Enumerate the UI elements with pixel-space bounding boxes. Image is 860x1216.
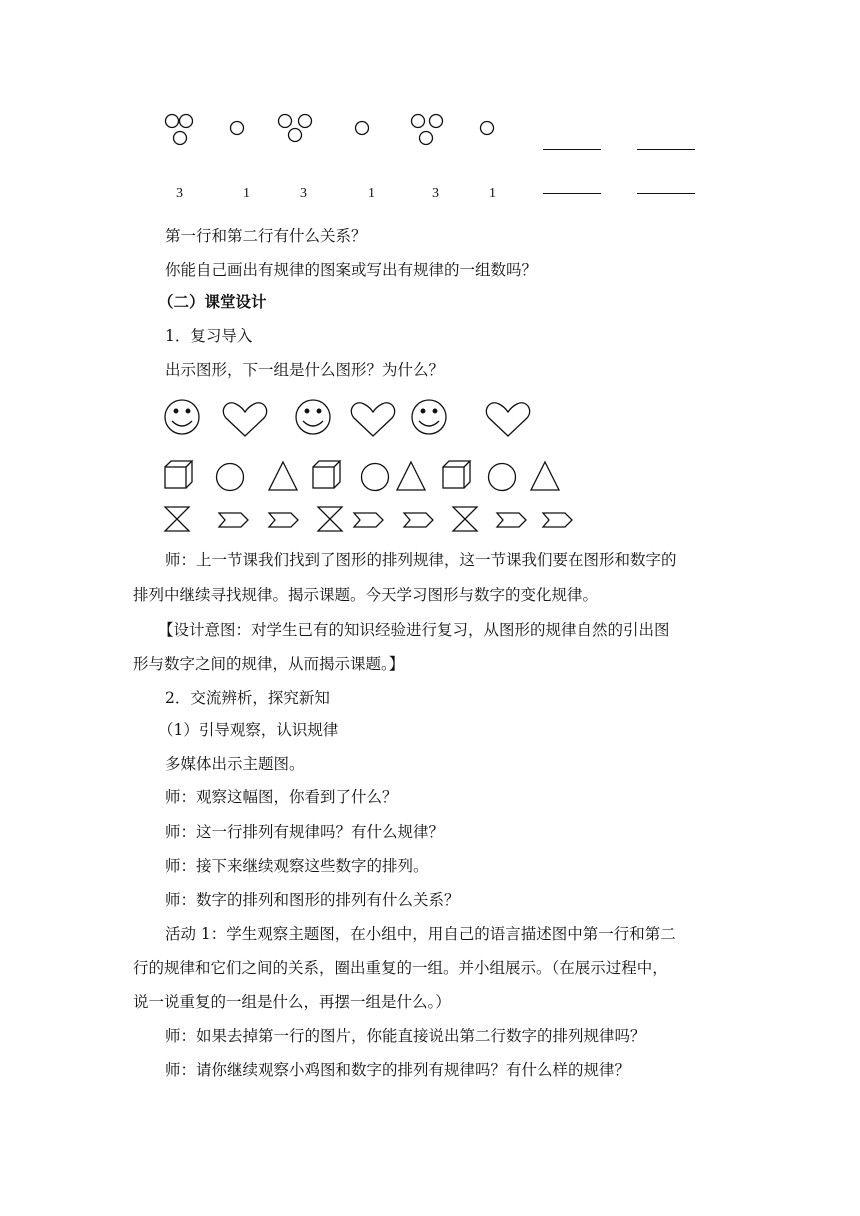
- teacher-intro-line1: 师：上一节课我们找到了图形的排列规律，这一节课我们要在图形和数字的: [165, 551, 677, 569]
- teacher-question-3: 师：接下来继续观察这些数字的排列。: [165, 857, 429, 875]
- answer-blank-row2-b: [637, 193, 695, 194]
- step2-subtitle: （1）引导观察，认识规律: [158, 721, 339, 739]
- heart-1: [223, 403, 266, 436]
- chevron-arrow-4: [404, 513, 433, 527]
- circle-2: [362, 464, 389, 491]
- step1-title: 1．复习导入: [165, 327, 253, 345]
- design-intent-line1: 【设计意图：对学生已有的知识经验进行复习，从图形的规律自然的引出图: [158, 621, 670, 639]
- teacher-question-6: 师：请你继续观察小鸡图和数字的排列有规律吗？有什么样的规律？: [165, 1061, 631, 1079]
- design-intent-line2: 形与数字之间的规律，从而揭示课题。】: [133, 655, 405, 673]
- triangle-3: [531, 462, 559, 490]
- three-circles-group-1: [166, 115, 193, 145]
- chevron-arrow-5: [497, 513, 526, 527]
- chevron-arrow-1: [219, 513, 248, 527]
- chevron-arrow-6: [543, 513, 572, 527]
- single-circle-1: [231, 122, 244, 135]
- activity-line1: 活动 1：学生观察主题图，在小组中，用自己的语言描述图中第一行和第二: [165, 925, 676, 943]
- teacher-question-5: 师：如果去掉第一行的图片，你能直接说出第二行数字的排列规律吗？: [165, 1027, 646, 1045]
- heart-3: [486, 403, 529, 436]
- teacher-question-1: 师：观察这幅图，你看到了什么？: [165, 788, 398, 806]
- cube-2: [313, 461, 340, 488]
- smiley-face-3: [412, 400, 446, 434]
- question-draw: 你能自己画出有规律的图案或写出有规律的一组数吗？: [165, 261, 538, 279]
- answer-blank-row1-a: [543, 149, 601, 150]
- teacher-question-4: 师：数字的排列和图形的排列有什么关系？: [165, 891, 460, 909]
- hourglass-chevron-row: [0, 0, 860, 60]
- hourglass-2: [318, 507, 342, 531]
- single-circle-3: [481, 122, 494, 135]
- heart-2: [351, 403, 394, 436]
- smiley-face-2: [296, 400, 330, 434]
- answer-blank-row1-b: [637, 149, 695, 150]
- circle-1: [217, 464, 244, 491]
- pattern-number-2: 1: [243, 186, 250, 201]
- triangle-2: [397, 462, 425, 490]
- pattern-number-3: 3: [300, 186, 307, 201]
- chevron-arrow-2: [269, 513, 298, 527]
- teacher-question-2: 师：这一行排列有规律吗？有什么规律？: [165, 823, 445, 841]
- cube-3: [443, 461, 470, 488]
- activity-line2: 行的规律和它们之间的关系，圈出重复的一组。并小组展示。（在展示过程中，: [133, 959, 668, 977]
- media-line: 多媒体出示主题图。: [165, 755, 305, 773]
- hourglass-1: [165, 507, 189, 531]
- chevron-arrow-3: [354, 513, 383, 527]
- single-circle-2: [356, 122, 369, 135]
- circle-3: [489, 464, 516, 491]
- section-heading: （二）课堂设计: [158, 292, 267, 311]
- hourglass-3: [453, 507, 477, 531]
- question-relation: 第一行和第二行有什么关系？: [165, 227, 367, 245]
- pattern-number-4: 1: [368, 186, 375, 201]
- pattern-number-1: 3: [176, 186, 183, 201]
- pattern-number-6: 1: [489, 186, 496, 201]
- three-circles-group-2: [279, 115, 312, 142]
- pattern-number-5: 3: [432, 186, 439, 201]
- smiley-face-1: [165, 400, 199, 434]
- teacher-intro-line2: 排列中继续寻找规律。揭示课题。今天学习图形与数字的变化规律。: [133, 586, 599, 604]
- activity-line3: 说一说重复的一组是什么，再摆一组是什么。）: [133, 993, 451, 1011]
- triangle-1: [269, 462, 297, 490]
- answer-blank-row2-a: [543, 193, 601, 194]
- three-circles-group-3: [412, 115, 443, 145]
- step2-title: 2．交流辨析，探究新知: [165, 689, 330, 707]
- cube-1: [165, 461, 192, 488]
- step1-prompt: 出示图形，下一组是什么图形？为什么？: [165, 361, 445, 379]
